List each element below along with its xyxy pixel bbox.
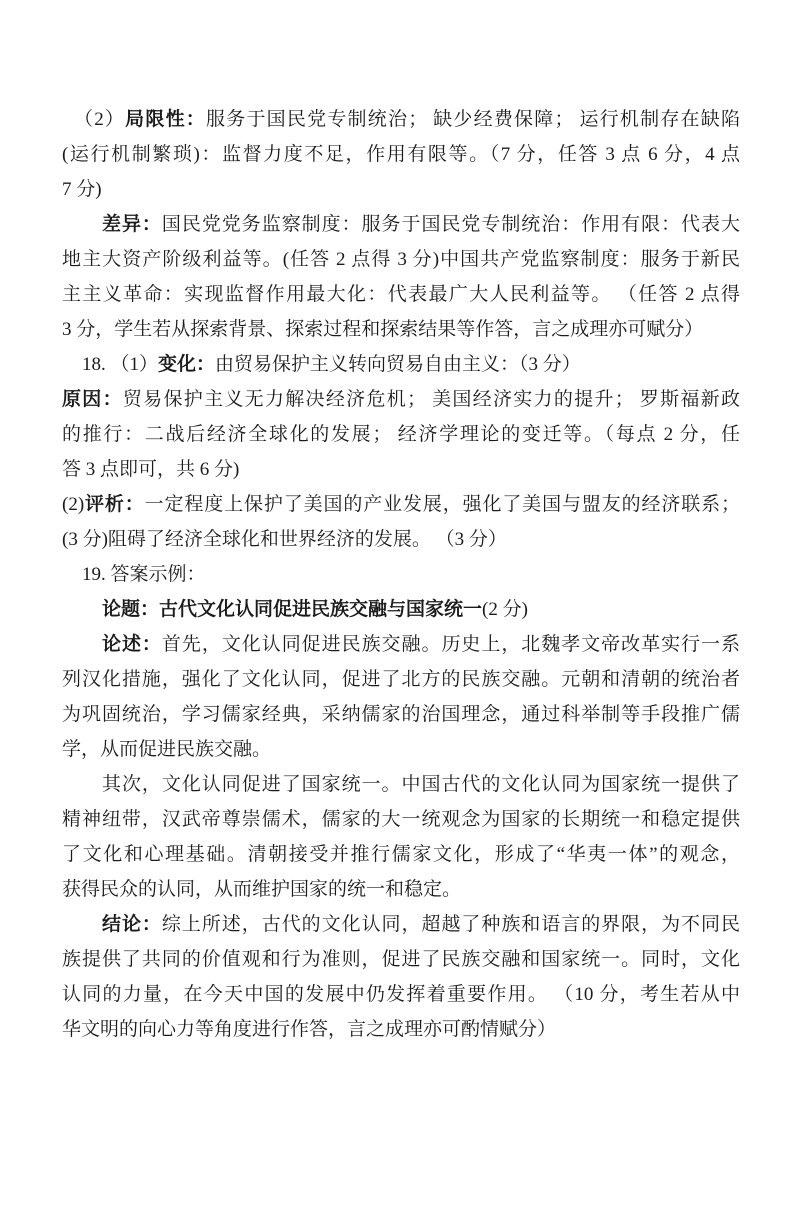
text-line bbox=[62, 907, 740, 942]
text-line bbox=[62, 1012, 740, 1047]
text-segment: 国民党党务监察制度：服务于国民党专制统治：作用有限：代表大 bbox=[161, 214, 740, 235]
text-segment: (2 分) bbox=[482, 599, 528, 620]
bold-text-segment: 差异： bbox=[102, 214, 162, 235]
text-line bbox=[62, 837, 740, 872]
text-segment: 列汉化措施，强化了文化认同，促进了北方的民族交融。元朝和清朝的统治者 bbox=[62, 669, 740, 690]
text-segment: 一定程度上保护了美国的产业发展，强化了美国与盟友的经济联系； bbox=[144, 494, 740, 515]
text-line bbox=[62, 767, 740, 802]
text-segment: 族提供了共同的价值观和行为准则，促进了民族交融和国家统一。同时，文化 bbox=[62, 949, 740, 970]
document-text-block bbox=[62, 102, 740, 1047]
bold-text-segment: 局限性： bbox=[125, 109, 207, 130]
text-line bbox=[62, 732, 740, 767]
text-line bbox=[62, 802, 740, 837]
text-segment: 获得民众的认同，从而维护国家的统一和稳定。 bbox=[62, 879, 462, 900]
text-segment: (2) bbox=[62, 494, 85, 515]
text-segment: 由贸易保护主义转向贸易自由主义：（3 分） bbox=[215, 354, 581, 375]
text-segment: 的推行：二战后经济全球化的发展； 经济学理论的变迁等。（每点 2 分，任 bbox=[62, 424, 740, 445]
text-segment: 华文明的向心力等角度进行作答，言之成理亦可酌情赋分） bbox=[62, 1019, 557, 1040]
text-segment: 学，从而促进民族交融。 bbox=[62, 739, 272, 760]
text-segment: 7 分) bbox=[62, 179, 102, 200]
text-line bbox=[62, 522, 740, 557]
bold-text-segment: 变化： bbox=[158, 354, 216, 375]
text-line bbox=[62, 977, 740, 1012]
text-line bbox=[62, 557, 740, 592]
text-segment: 18. （1） bbox=[82, 354, 159, 375]
text-segment: 其次，文化认同促进了国家统一。中国古代的文化认同为国家统一提供了 bbox=[102, 774, 740, 795]
bold-text-segment: 原因： bbox=[62, 389, 123, 410]
bold-text-segment: 论述： bbox=[102, 634, 162, 655]
text-segment: 为巩固统治，学习儒家经典，采纳儒家的治国理念，通过科举制等手段推广儒 bbox=[62, 704, 740, 725]
text-line bbox=[62, 417, 740, 452]
text-segment: 了文化和心理基础。清朝接受并推行儒家文化，形成了“华夷一体”的观念， bbox=[62, 844, 740, 865]
text-line bbox=[62, 592, 740, 627]
text-segment: 综上所述，古代的文化认同，超越了种族和语言的界限，为不同民 bbox=[161, 914, 740, 935]
text-line bbox=[62, 872, 740, 907]
bold-text-segment: 论题：古代文化认同促进民族交融与国家统一 bbox=[102, 599, 483, 620]
text-line bbox=[62, 312, 740, 347]
text-line bbox=[62, 242, 740, 277]
bold-text-segment: 评析： bbox=[84, 494, 145, 515]
text-line bbox=[62, 172, 740, 207]
text-line bbox=[62, 452, 740, 487]
text-line bbox=[62, 207, 740, 242]
text-segment: 贸易保护主义无力解决经济危机； 美国经济实力的提升； 罗斯福新政 bbox=[122, 389, 740, 410]
text-segment: 地主大资产阶级利益等。(任答 2 点得 3 分)中国共产党监察制度：服务于新民 bbox=[62, 249, 740, 270]
text-line bbox=[62, 487, 740, 522]
text-segment: 认同的力量，在今天中国的发展中仍发挥着重要作用。 （10 分，考生若从中 bbox=[62, 984, 740, 1005]
text-segment: 3 分，学生若从探索背景、探索过程和探索结果等作答，言之成理亦可赋分） bbox=[62, 319, 704, 340]
text-line bbox=[62, 942, 740, 977]
text-line bbox=[62, 277, 740, 312]
text-line bbox=[62, 627, 740, 662]
text-line bbox=[62, 662, 740, 697]
text-segment: 服务于国民党专制统治； 缺少经费保障； 运行机制存在缺陷 bbox=[206, 109, 740, 130]
text-segment: （2） bbox=[74, 109, 126, 130]
text-segment: (3 分)阻碍了经济全球化和世界经济的发展。 （3 分） bbox=[62, 529, 507, 550]
text-segment: 主主义革命：实现监督作用最大化：代表最广大人民利益等。 （任答 2 点得 bbox=[62, 284, 740, 305]
text-line bbox=[62, 697, 740, 732]
text-segment: 19. 答案示例： bbox=[82, 564, 206, 585]
text-segment: 首先，文化认同促进民族交融。历史上，北魏孝文帝改革实行一系 bbox=[161, 634, 740, 655]
text-line bbox=[62, 137, 740, 172]
text-segment: (运行机制繁琐)：监督力度不足，作用有限等。（7 分，任答 3 点 6 分，4 点 bbox=[62, 144, 740, 165]
bold-text-segment: 结论： bbox=[102, 914, 162, 935]
text-line bbox=[62, 347, 740, 382]
text-line bbox=[62, 382, 740, 417]
text-segment: 精神纽带，汉武帝尊崇儒术，儒家的大一统观念为国家的长期统一和稳定提供 bbox=[62, 809, 740, 830]
text-line bbox=[62, 102, 740, 137]
text-segment: 答 3 点即可，共 6 分) bbox=[62, 459, 240, 480]
